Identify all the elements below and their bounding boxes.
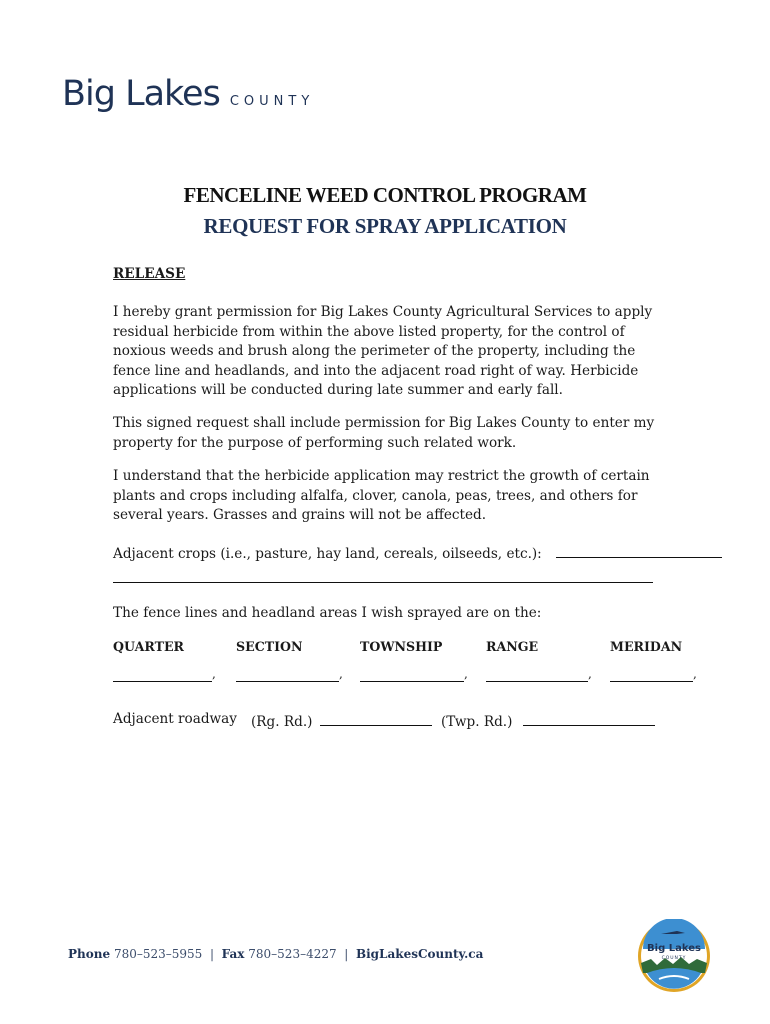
adjacent-crops-row [113, 543, 722, 562]
field-separator: , [212, 667, 216, 681]
township-field[interactable] [360, 667, 464, 682]
release-paragraph: I hereby grant permission for Big Lakes County Agricultural Services to apply residual herbicide from within the above listed property, for the control of noxious weeds and brush along the perimeter of the property, including the fence line and headlands, and into the adjacent road right of way. Herbicide applications will be conducted during late summer and early fall. [113, 304, 653, 398]
adjacent-roadway-label: Adjacent roadway [113, 711, 237, 727]
footer-separator: | [209, 947, 214, 961]
range-road-field[interactable] [320, 711, 432, 726]
section-header: SECTION [236, 639, 303, 654]
website-link[interactable]: BigLakesCounty.ca [355, 947, 484, 961]
township-road-label: (Twp. Rd.) [441, 714, 513, 730]
quarter-header: QUARTER [113, 639, 185, 654]
permission-paragraph: This signed request shall include permission for Big Lakes County to enter my property for the purpose of performing such related work. [113, 415, 655, 451]
field-separator: , [464, 667, 468, 681]
range-header: RANGE [486, 639, 539, 654]
quarter-field[interactable] [113, 667, 212, 682]
contact-footer [68, 947, 483, 961]
seal-text-bottom: COUNTY [661, 956, 687, 961]
meridian-field[interactable] [610, 667, 693, 682]
field-separator: , [693, 667, 697, 681]
adjacent-crops-field[interactable] [556, 543, 722, 558]
form-title: REQUEST FOR SPRAY APPLICATION [203, 214, 567, 238]
fax-label: Fax [221, 947, 245, 961]
range-field[interactable] [486, 667, 588, 682]
logo-wordmark: Big Lakes [62, 74, 220, 114]
county-seal-icon [637, 919, 711, 993]
logo-subtext: COUNTY [229, 94, 315, 109]
township-header: TOWNSHIP [360, 639, 443, 654]
phone-number: 780–523–5955 [113, 947, 203, 961]
sprayed-areas-intro: The fence lines and headland areas I wish sprayed are on the: [113, 605, 542, 621]
fax-number: 780–523–4227 [248, 947, 337, 961]
section-field[interactable] [236, 667, 339, 682]
footer-separator: | [344, 947, 349, 961]
phone-label: Phone [68, 947, 111, 961]
township-road-field[interactable] [523, 711, 655, 726]
field-separator: , [339, 667, 343, 681]
field-separator: , [588, 667, 592, 681]
adjacent-crops-label: Adjacent crops (i.e., pasture, hay land, cereals, oilseeds, etc.): [113, 546, 542, 562]
township-road-group [441, 711, 655, 730]
meridian-header: MERIDAN [610, 639, 683, 654]
release-heading: RELEASE [113, 266, 186, 282]
county-logo [62, 74, 314, 114]
range-road-group [251, 711, 432, 730]
adjacent-crops-field-continued[interactable] [113, 582, 653, 583]
range-road-label: (Rg. Rd.) [251, 714, 313, 730]
seal-text-top: Big Lakes [647, 943, 701, 954]
program-title: FENCELINE WEED CONTROL PROGRAM [183, 183, 587, 207]
understanding-paragraph: I understand that the herbicide application may restrict the growth of certain plants and crops including alfalfa, clover, canola, peas, trees, and others for several years. Grasses and grains will not be affected. [113, 468, 650, 523]
